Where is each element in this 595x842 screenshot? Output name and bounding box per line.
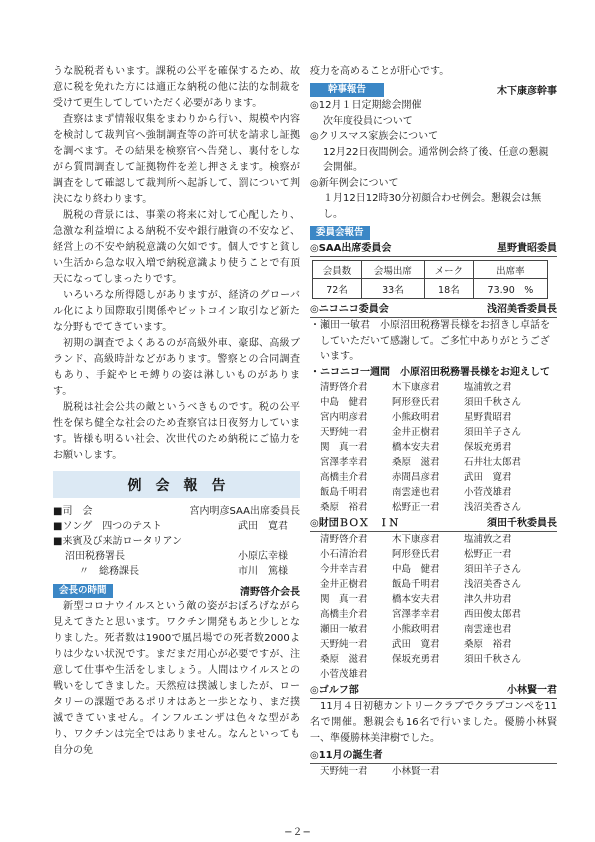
attendance-value: 33名: [361, 279, 424, 299]
box-header: [310, 516, 557, 532]
member-name: 浅沼美香さん: [464, 579, 522, 590]
member-name: 小菅茂雄君: [320, 669, 368, 680]
president-header: [53, 583, 300, 598]
host-name: 宮内明彦SAA出席委員長: [189, 506, 300, 517]
member-name: 阿形登氏君: [392, 397, 440, 408]
attendance-header: 会場出席: [361, 261, 424, 279]
guest-1-row: [53, 549, 300, 564]
member-name: 木下康彦君: [392, 534, 440, 545]
golf-title: ◎ゴルフ部: [310, 685, 359, 696]
guest-2-row: [53, 564, 300, 579]
body-paragraph: うな脱税者もいます。課税の公平を確保するため、故意に税を免れた方には適正な納税の他に法的な制裁を受けて更生してしていただく必要があります。: [53, 66, 300, 109]
attendance-header: メーク: [424, 261, 473, 279]
guest-1-name: 小原広幸様: [238, 551, 288, 562]
member-name: 高橋圭介君: [320, 472, 368, 483]
body-paragraph: 査察はまず情報収集をまわりから行い、規模や内容を検討して裁判官へ強制調査等の許可状を請求し証拠を調べます。その結果を検察官へ告発し、裏付をしながら質問調査して証拠物件を差し押さえます。検察が調査をして確認して裁判所へ起訴して、罰について判決になり終わります。: [53, 114, 300, 205]
saa-chair: 星野貴昭委員: [497, 243, 557, 254]
member-name: 清野啓介君: [320, 382, 368, 393]
kanji-header: [310, 82, 557, 97]
member-name: 金井正樹君: [392, 427, 440, 438]
saa-title: ◎SAA出席委員会: [310, 243, 392, 254]
guest-label: ■来賓及び来訪ロータリアン: [53, 536, 183, 547]
member-name: 桑原 滋君: [320, 654, 368, 665]
member-name: 津久井功君: [464, 594, 512, 605]
kanji-item: ◎12月１日定期総会開催: [310, 100, 422, 111]
member-name: 宮澤孝幸君: [392, 609, 440, 620]
birthday-names-grid: [310, 764, 557, 779]
attendance-header: 会員数: [313, 261, 362, 279]
left-column: [53, 64, 300, 759]
member-name: 桑原 滋君: [392, 457, 440, 468]
member-name: 桑原 裕君: [320, 502, 368, 513]
report-host-row: [53, 504, 300, 519]
kanji-tag: 幹事報告: [310, 83, 384, 97]
song-label: ■ソング 四つのテスト: [53, 521, 162, 532]
attendance-value: 72名: [313, 279, 362, 299]
member-name: 天野純一君: [320, 766, 368, 777]
member-name: 中島 健君: [320, 397, 368, 408]
president-text: 新型コロナウイルスという敵の姿がおぼろげながら見えてきたと思います。ワクチン開発もあと少しとなりました。死者数は1900で風呂場での死者数2000よりは少ない状況です。まだまだ用心が必要ですが、注意して仕事や生活をしましょう。人間はウイルスとの戦いをしてきました。天然痘は撲滅しましたが、ロータリーの課題であるポリオはあと一歩となり、まだ撲滅できていません。インフルエンザは色々な型があり、ワクチンは完全ではありません。なんといっても自分の免: [53, 601, 300, 756]
box-names-grid: [310, 532, 557, 682]
member-name: 須田羊子さん: [464, 427, 522, 438]
member-name: 松野正一君: [464, 549, 512, 560]
committee-header: [310, 225, 557, 240]
member-name: 橋本安夫君: [392, 442, 440, 453]
member-name: 保坂充勇君: [392, 654, 440, 665]
attendance-value: 73.90 %: [473, 279, 547, 299]
member-name: 塩浦敦之君: [464, 534, 512, 545]
member-name: 飯島千明君: [320, 487, 368, 498]
meeting-report-banner: [53, 471, 300, 498]
niko-header: [310, 302, 557, 318]
body-paragraph: 脱税は社会公共の敵というべきものです。税の公平性を保ち健全な社会のため査察官は日夜努力しています。皆様も明るい社会、次世代のため納税にご協力をお願いします。: [53, 402, 300, 461]
member-name: 宮内明彦君: [320, 412, 368, 423]
member-name: 小熊政明君: [392, 412, 440, 423]
page-number: −２−: [284, 827, 311, 838]
niko-title: ◎ニコニコ委員会: [310, 304, 389, 315]
member-name: 武田 寛君: [464, 472, 512, 483]
member-name: 石井壮太郎君: [464, 457, 522, 468]
member-name: 天野純一君: [320, 639, 368, 650]
member-name: 関 真一君: [320, 442, 368, 453]
box-title: ◎財団ＢＯＸ ＩＮ: [310, 518, 399, 529]
guest-1-org: 沼田税務署長: [65, 551, 125, 562]
member-name: 西田俊太郎君: [464, 609, 522, 620]
member-name: 星野貴昭君: [464, 412, 512, 423]
member-name: 小菅茂雄君: [464, 487, 512, 498]
member-name: 関 真一君: [320, 594, 368, 605]
committee-tag: 委員会報告: [310, 226, 370, 240]
member-name: 南雲達也君: [464, 624, 512, 635]
president-name: 清野啓介会長: [240, 587, 300, 598]
member-name: 桑原 裕君: [464, 639, 512, 650]
member-name: 小石清治君: [320, 549, 368, 560]
member-name: 飯島千明君: [392, 579, 440, 590]
member-name: 瀬田一敏君: [320, 624, 368, 635]
body-paragraph: 脱税の背景には、事業の将来に対して心配したり、急激な利益増による納税不安や銀行融資の不安など、経営上の不安や納税意識の欠如です。個人ですと貧しい生活から急な収入増で納税意識より使うことで有頂天になってしまったりです。: [53, 210, 300, 285]
kanji-name: 木下康彦幹事: [497, 86, 557, 97]
member-name: 小熊政明君: [392, 624, 440, 635]
member-name: 須田千秋さん: [464, 654, 522, 665]
birthday-title: ◎11月の誕生者: [310, 750, 383, 761]
member-name: 中島 健君: [392, 564, 440, 575]
member-name: 宮澤孝幸君: [320, 457, 368, 468]
report-song-row: [53, 519, 300, 534]
host-label: ■司 会: [53, 506, 93, 517]
kanji-item-detail: 12月22日夜間例会。通常例会終了後、任意の懇親会開催。: [323, 146, 549, 173]
box-chair: 須田千秋委員長: [487, 518, 557, 529]
body-paragraph: いろいろな所得隠しがありますが、経済のグローバル化により国際取引関係やビットコイン取引など新たな分野もでてきています。: [53, 290, 300, 333]
kanji-item-detail: 次年度役員について: [323, 115, 413, 127]
kanji-item-detail: １月12日12時30分初顔合わせ例会。懇親会は無し。: [323, 193, 542, 220]
golf-chair: 小林賢一君: [507, 685, 557, 696]
member-name: 橋本安夫君: [392, 594, 440, 605]
president-tag: 会長の時間: [53, 584, 113, 598]
meeting-report-title: 例会報告: [127, 477, 240, 494]
right-column: [310, 64, 557, 779]
niko-chair: 浅沼美香委員長: [487, 304, 557, 315]
saa-header: [310, 241, 557, 257]
member-name: 高橋圭介君: [320, 609, 368, 620]
member-name: 清野啓介君: [320, 534, 368, 545]
kanji-item: ◎新年例会について: [310, 177, 399, 189]
attendance-table: [312, 260, 548, 299]
guest-2-name: 市川 篤様: [238, 566, 288, 577]
kanji-item: ◎クリスマス家族会について: [310, 131, 439, 142]
member-name: 木下康彦君: [392, 382, 440, 393]
song-name: 武田 寛君: [238, 521, 288, 532]
attendance-header: 出席率: [473, 261, 547, 279]
niko-item: ・瀬田一敏君 小原沼田税務署長様をお招きし卓話をしていただいて感謝して。ご多忙中ありがとうございます。: [310, 320, 550, 362]
member-name: 保坂充勇君: [464, 442, 512, 453]
member-name: 天野純一君: [320, 427, 368, 438]
golf-text: 11月４日初穂カントリークラブでクラブコンペを11名で開催。懇親会も16名で行いました。優勝小林賢一、準優勝林美津樹でした。: [310, 701, 557, 744]
birthday-header: [310, 748, 557, 764]
member-name: 小林賢一君: [392, 766, 440, 777]
niko-item: ・ニコニコ一週間 小原沼田税務署長様をお迎えして: [310, 366, 550, 378]
guest-2-org: 〃 総務課長: [79, 566, 139, 577]
member-name: 今井幸吉君: [320, 564, 368, 575]
body-paragraph: 初期の調査でよくあるのが高級外車、豪邸、高級ブランド、高級時計などがあります。警察との合同調査もあり、手錠やヒモ縛りの姿は淋しいものがあります。: [53, 338, 300, 397]
member-name: 須田羊子さん: [464, 564, 522, 575]
member-name: 金井正樹君: [320, 579, 368, 590]
continued-text: 疫力を高めることが肝心です。: [310, 66, 450, 77]
member-name: 武田 寛君: [392, 639, 440, 650]
member-name: 南雲達也君: [392, 487, 440, 498]
member-name: 赤間昌彦君: [392, 472, 440, 483]
member-name: 須田千秋さん: [464, 397, 522, 408]
member-name: 塩浦敦之君: [464, 382, 512, 393]
golf-header: [310, 683, 557, 699]
member-name: 阿形登氏君: [392, 549, 440, 560]
member-name: 浅沼美香さん: [464, 502, 522, 513]
report-guest-row: [53, 534, 300, 549]
attendance-value: 18名: [424, 279, 473, 299]
niko-names-grid: [310, 380, 557, 515]
member-name: 松野正一君: [392, 502, 440, 513]
